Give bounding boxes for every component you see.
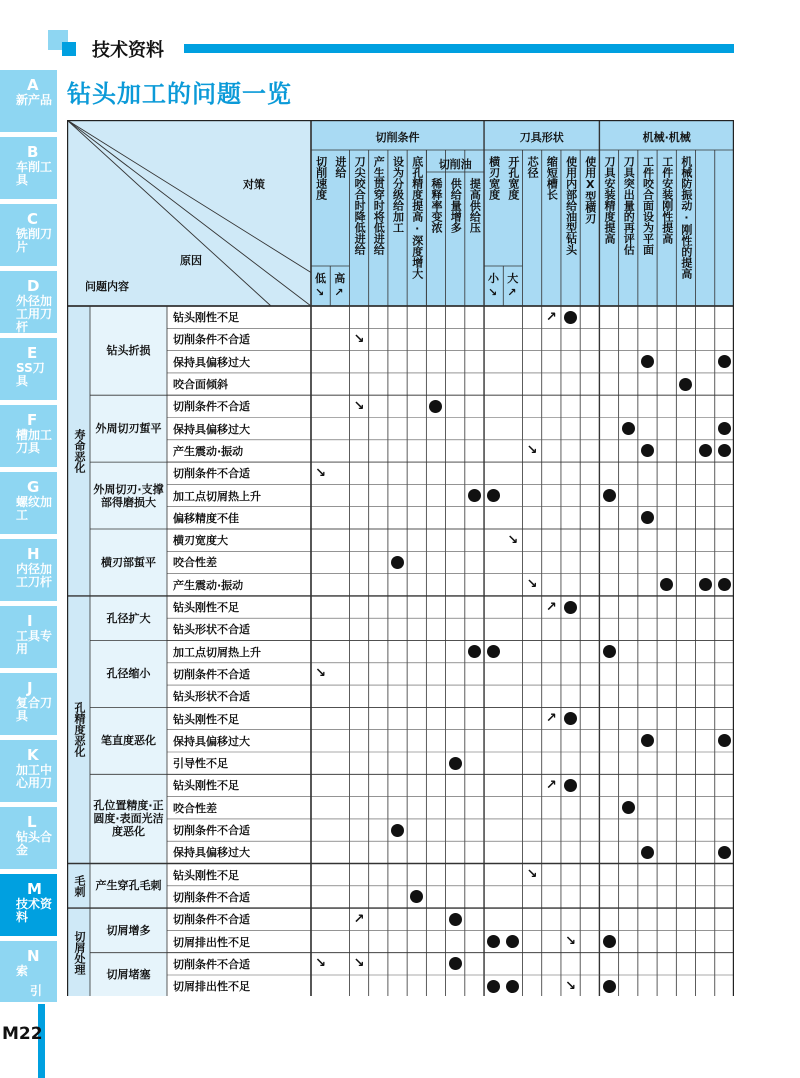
index-tab-label: 外径加工用刀杆 <box>16 294 53 334</box>
mark-dot-icon <box>426 395 445 417</box>
index-tab-f[interactable] <box>0 405 57 469</box>
column-header-17: 工件咬合面设为平面 <box>641 156 655 255</box>
mark-dot-icon <box>388 819 407 841</box>
index-tab-c[interactable] <box>0 204 57 268</box>
mark-dot-icon <box>561 306 580 328</box>
mark-dot-icon <box>465 484 484 506</box>
cause-label: 钻头刚性不足 <box>173 712 239 726</box>
cause-label: 钻头形状不合适 <box>173 623 250 637</box>
mark-dot-icon <box>484 930 503 952</box>
arrow-down-icon: ↘ <box>507 532 519 548</box>
index-tab-strip <box>0 70 57 1004</box>
index-tab-a[interactable] <box>0 70 57 134</box>
filled-circle-icon <box>564 311 577 324</box>
column-sub-9-1: 大 <box>507 272 519 285</box>
category-label-3: 切屑处理 <box>73 930 86 975</box>
filled-circle-icon <box>564 779 577 792</box>
column-header-16: 刀具突出量的再评估 <box>622 156 636 255</box>
mark-arrow-down-icon <box>311 953 330 975</box>
mark-dot-icon <box>715 574 734 596</box>
index-tab-label: 螺纹加工 <box>16 495 53 522</box>
section-title: 技术资料 <box>92 40 164 61</box>
filled-circle-icon <box>468 645 481 658</box>
cause-label: 偏移精度不佳 <box>173 511 239 525</box>
index-tab-letter: M <box>27 880 42 898</box>
problem-table <box>67 120 734 996</box>
mark-dot-icon <box>619 418 638 440</box>
mark-dot-icon <box>715 351 734 373</box>
cause-label: 加工点切屑热上升 <box>173 489 261 503</box>
column-header-12: 缩短槽长 <box>545 156 559 200</box>
subgroup-header-coolant: 切削油 <box>438 158 472 171</box>
index-tab-letter: B <box>27 143 39 161</box>
problem-label-5: 孔径缩小 <box>106 667 151 681</box>
mark-dot-icon <box>484 641 503 663</box>
mark-dot-icon <box>599 484 618 506</box>
filled-circle-icon <box>660 578 673 591</box>
mark-dot-icon <box>446 752 465 774</box>
column-header-14: 使用X型横刃 <box>583 156 597 224</box>
problem-label-0: 钻头折损 <box>106 344 151 358</box>
mark-dot-icon <box>599 641 618 663</box>
filled-circle-icon <box>487 980 500 993</box>
mark-arrow-up-icon <box>542 596 561 618</box>
cause-label: 加工点切屑热上升 <box>173 645 261 659</box>
cause-label: 切削条件不合适 <box>173 957 250 971</box>
filled-circle-icon <box>487 935 500 948</box>
mark-dot-icon <box>676 373 695 395</box>
mark-dot-icon <box>503 930 522 952</box>
mark-dot-icon <box>696 440 715 462</box>
mark-dot-icon <box>446 908 465 930</box>
mark-dot-icon <box>638 841 657 863</box>
column-header-0: 切削速度 <box>314 156 328 200</box>
mark-dot-icon <box>715 730 734 752</box>
filled-circle-icon <box>506 935 519 948</box>
column-header-6: 稀释率变浓 <box>429 178 443 233</box>
column-sub-0-1: 高 <box>334 272 346 285</box>
filled-circle-icon <box>410 890 423 903</box>
column-sub-arrow-down-icon: ↘ <box>488 286 498 299</box>
cause-label: 钻头刚性不足 <box>173 311 239 325</box>
mark-dot-icon <box>715 841 734 863</box>
cause-label: 切削条件不合适 <box>173 824 250 838</box>
filled-circle-icon <box>564 601 577 614</box>
mark-arrow-down-icon <box>349 328 368 350</box>
cause-label: 切削条件不合适 <box>173 913 250 927</box>
cause-label: 切屑排出性不足 <box>173 980 250 994</box>
arrow-down-icon: ↘ <box>315 956 327 972</box>
column-sub-9-0: 小 <box>488 272 500 285</box>
category-label-2: 毛刺 <box>73 874 86 897</box>
cause-label: 保持具偏移过大 <box>173 846 250 860</box>
arrow-down-icon: ↘ <box>353 331 365 347</box>
filled-circle-icon <box>699 444 712 457</box>
group-header-2: 机械·机械 <box>642 131 691 144</box>
filled-circle-icon <box>718 578 731 591</box>
cause-label: 切屑排出性不足 <box>173 935 250 949</box>
category-label-1: 孔精度恶化 <box>73 702 86 758</box>
problem-label-6: 笔直度恶化 <box>101 734 156 748</box>
column-header-5: 底孔精度提高·深度增大 <box>410 156 424 279</box>
index-tab-label: SS刀具 <box>16 361 45 388</box>
index-tab-letter: J <box>27 679 33 697</box>
arrow-down-icon: ↘ <box>353 956 365 972</box>
problem-label-8: 产生穿孔毛刺 <box>95 879 162 893</box>
header-bar <box>184 44 734 53</box>
mark-arrow-up-icon <box>542 774 561 796</box>
index-tab-label: 技术资料 <box>16 897 53 924</box>
column-header-3: 产生贯穿时将低进给 <box>372 156 386 255</box>
index-tab-j[interactable] <box>0 673 57 737</box>
filled-circle-icon <box>603 980 616 993</box>
mark-dot-icon <box>484 484 503 506</box>
index-tab-label: 工具专用 <box>16 629 53 656</box>
filled-circle-icon <box>429 400 442 413</box>
arrow-down-icon: ↘ <box>315 465 327 481</box>
mark-dot-icon <box>446 953 465 975</box>
index-tab-label: 车削工具 <box>16 160 53 187</box>
cause-label: 产生震动·振动 <box>173 578 244 592</box>
filled-circle-icon <box>391 824 404 837</box>
index-tab-letter: D <box>27 277 40 295</box>
column-header-11: 芯径 <box>526 156 540 178</box>
arrow-down-icon: ↘ <box>526 443 538 459</box>
group-header-1: 刀具形状 <box>519 131 564 144</box>
index-tab-letter: L <box>27 813 37 831</box>
problem-label-7: 孔位置精度·正圆度·表面光洁度恶化 <box>93 799 164 839</box>
cause-label: 咬合性差 <box>173 801 217 815</box>
arrow-down-icon: ↘ <box>353 398 365 414</box>
problem-label-9: 切屑增多 <box>106 923 151 937</box>
index-tab-label: 钻头合金 <box>16 830 53 857</box>
filled-circle-icon <box>449 757 462 770</box>
filled-circle-icon <box>506 980 519 993</box>
filled-circle-icon <box>641 511 654 524</box>
index-tab-label: 复合刀具 <box>16 696 53 723</box>
arrow-up-icon: ↗ <box>545 599 557 615</box>
mark-dot-icon <box>715 418 734 440</box>
arrow-down-icon: ↘ <box>526 577 538 593</box>
column-header-2: 刀尖咬合时降低进给 <box>353 156 367 255</box>
cause-label: 保持具偏移过大 <box>173 734 250 748</box>
column-header-9: 横刃宽度 <box>487 156 501 200</box>
mark-dot-icon <box>599 930 618 952</box>
cause-label: 保持具偏移过大 <box>173 355 250 369</box>
filled-circle-icon <box>699 578 712 591</box>
problem-label-1: 外周切刃蜇平 <box>95 422 162 436</box>
column-header-1: 进给 <box>333 156 347 178</box>
mark-dot-icon <box>503 975 522 997</box>
mark-arrow-down-icon <box>561 930 580 952</box>
column-header-8: 提高供给压 <box>468 178 482 233</box>
filled-circle-icon <box>622 422 635 435</box>
index-tab-letter: A <box>27 76 39 94</box>
cause-label: 切削条件不合适 <box>173 467 250 481</box>
arrow-up-icon: ↗ <box>545 711 557 727</box>
index-tab-e[interactable] <box>0 338 57 402</box>
filled-circle-icon <box>718 444 731 457</box>
filled-circle-icon <box>641 734 654 747</box>
arrow-down-icon: ↘ <box>565 978 577 994</box>
mark-arrow-down-icon <box>503 529 522 551</box>
mark-arrow-down-icon <box>523 440 542 462</box>
column-sub-arrow-up-icon: ↗ <box>334 286 344 299</box>
column-sub-0-0: 低 <box>315 272 326 285</box>
filled-circle-icon <box>487 645 500 658</box>
index-tab-d[interactable] <box>0 271 57 335</box>
cause-label: 钻头刚性不足 <box>173 601 239 615</box>
mark-dot-icon <box>638 351 657 373</box>
filled-circle-icon <box>622 801 635 814</box>
column-header-4: 设为分级给加工 <box>391 156 405 233</box>
arrow-up-icon: ↗ <box>545 309 557 325</box>
index-tab-label: 加工中心用刀 <box>16 763 53 790</box>
problem-label-4: 孔径扩大 <box>106 611 151 625</box>
column-header-15: 刀具安装精度提高 <box>603 156 617 244</box>
mark-dot-icon <box>484 975 503 997</box>
mark-dot-icon <box>696 574 715 596</box>
index-tab-m[interactable] <box>0 874 57 938</box>
cause-label: 钻头刚性不足 <box>173 868 239 882</box>
column-sub-arrow-up-icon: ↗ <box>507 286 517 299</box>
mark-dot-icon <box>561 596 580 618</box>
index-tab-letter: C <box>27 210 39 228</box>
mark-dot-icon <box>619 797 638 819</box>
cause-label: 切削条件不合适 <box>173 890 250 904</box>
column-sub-arrow-down-icon: ↘ <box>315 286 325 299</box>
column-header-18: 工件安装刚性提高 <box>660 156 674 244</box>
cause-label: 钻头刚性不足 <box>173 779 239 793</box>
filled-circle-icon <box>641 355 654 368</box>
cause-label: 引导性不足 <box>173 757 228 771</box>
index-tab-letter: N <box>27 947 40 965</box>
mark-dot-icon <box>465 641 484 663</box>
index-tab-label: 槽加工刀具 <box>16 428 53 455</box>
arrow-up-icon: ↗ <box>545 777 557 793</box>
index-tab-label: 铣削刀片 <box>16 227 53 254</box>
mark-dot-icon <box>561 707 580 729</box>
filled-circle-icon <box>641 444 654 457</box>
index-tab-b[interactable] <box>0 137 57 201</box>
filled-circle-icon <box>718 734 731 747</box>
filled-circle-icon <box>603 489 616 502</box>
cause-label: 保持具偏移过大 <box>173 422 250 436</box>
mark-dot-icon <box>638 730 657 752</box>
mark-arrow-up-icon <box>542 306 561 328</box>
header-square-dark <box>62 42 76 56</box>
arrow-up-icon: ↗ <box>353 911 365 927</box>
mark-dot-icon <box>407 886 426 908</box>
column-header-19: 机械防振动·刚性的提高 <box>679 156 693 279</box>
filled-circle-icon <box>487 489 500 502</box>
index-tab-label: 索 <box>16 964 29 978</box>
filled-circle-icon <box>449 957 462 970</box>
page-title: 钻头加工的问题一览 <box>67 80 292 108</box>
mark-arrow-up-icon <box>349 908 368 930</box>
index-tab-label: 引 <box>30 984 43 998</box>
mark-dot-icon <box>638 440 657 462</box>
filled-circle-icon <box>718 846 731 859</box>
group-header-0: 切削条件 <box>375 131 420 144</box>
mark-dot-icon <box>561 774 580 796</box>
index-tab-letter: I <box>27 612 33 630</box>
cause-label: 切削条件不合适 <box>173 667 250 681</box>
cause-label: 产生震动·振动 <box>173 444 244 458</box>
index-tab-label: 内径加工刀杆 <box>16 562 53 589</box>
index-tab-label: 新产品 <box>16 93 53 107</box>
cause-label: 切削条件不合适 <box>173 400 250 414</box>
index-tab-k[interactable] <box>0 740 57 804</box>
column-header-13: 使用内部给油型钻头 <box>564 156 578 255</box>
index-tab-letter: K <box>27 746 39 764</box>
mark-dot-icon <box>715 440 734 462</box>
cause-label: 切削条件不合适 <box>173 333 250 347</box>
cause-label: 横刃宽度大 <box>173 534 228 548</box>
filled-circle-icon <box>718 355 731 368</box>
arrow-down-icon: ↘ <box>526 867 538 883</box>
mark-arrow-up-icon <box>542 707 561 729</box>
filled-circle-icon <box>468 489 481 502</box>
cause-label: 咬合面倾斜 <box>173 378 228 392</box>
index-tab-l[interactable] <box>0 807 57 871</box>
corner-problem-label: 问题内容 <box>85 280 129 293</box>
mark-arrow-down-icon <box>311 663 330 685</box>
index-tab-h[interactable] <box>0 539 57 603</box>
filled-circle-icon <box>449 913 462 926</box>
filled-circle-icon <box>679 378 692 391</box>
filled-circle-icon <box>603 645 616 658</box>
filled-circle-icon <box>391 556 404 569</box>
mark-dot-icon <box>657 574 676 596</box>
filled-circle-icon <box>603 935 616 948</box>
problem-label-10: 切屑堵塞 <box>106 968 151 982</box>
arrow-down-icon: ↘ <box>315 666 327 682</box>
column-header-10: 开孔宽度 <box>506 156 520 200</box>
problem-label-3: 横刃部蜇平 <box>101 555 156 569</box>
cause-label: 钻头形状不合适 <box>173 690 250 704</box>
index-tab-i[interactable] <box>0 606 57 670</box>
filled-circle-icon <box>641 846 654 859</box>
page-number: M22 <box>2 1024 43 1044</box>
problem-label-2: 外周切刃·支撑部得磨损大 <box>93 482 164 509</box>
index-tab-g[interactable] <box>0 472 57 536</box>
filled-circle-icon <box>718 422 731 435</box>
filled-circle-icon <box>564 712 577 725</box>
corner-cause-label: 原因 <box>180 254 202 267</box>
mark-arrow-down-icon <box>523 574 542 596</box>
corner-countermeasure-label: 对策 <box>243 178 265 191</box>
mark-arrow-down-icon <box>349 953 368 975</box>
arrow-down-icon: ↘ <box>565 934 577 950</box>
index-tab-end[interactable] <box>0 982 57 1004</box>
index-tab-letter: G <box>27 478 40 496</box>
column-header-7: 供给量增多 <box>449 178 463 233</box>
mark-arrow-down-icon <box>349 395 368 417</box>
cause-label: 咬合性差 <box>173 556 217 570</box>
mark-arrow-down-icon <box>561 975 580 997</box>
mark-dot-icon <box>599 975 618 997</box>
mark-arrow-down-icon <box>523 864 542 886</box>
mark-arrow-down-icon <box>311 462 330 484</box>
category-label-0: 寿命恶化 <box>73 428 86 473</box>
index-tab-letter: H <box>27 545 40 563</box>
index-tab-letter: F <box>27 411 38 429</box>
mark-dot-icon <box>388 551 407 573</box>
mark-dot-icon <box>638 507 657 529</box>
index-tab-letter: E <box>27 344 38 362</box>
